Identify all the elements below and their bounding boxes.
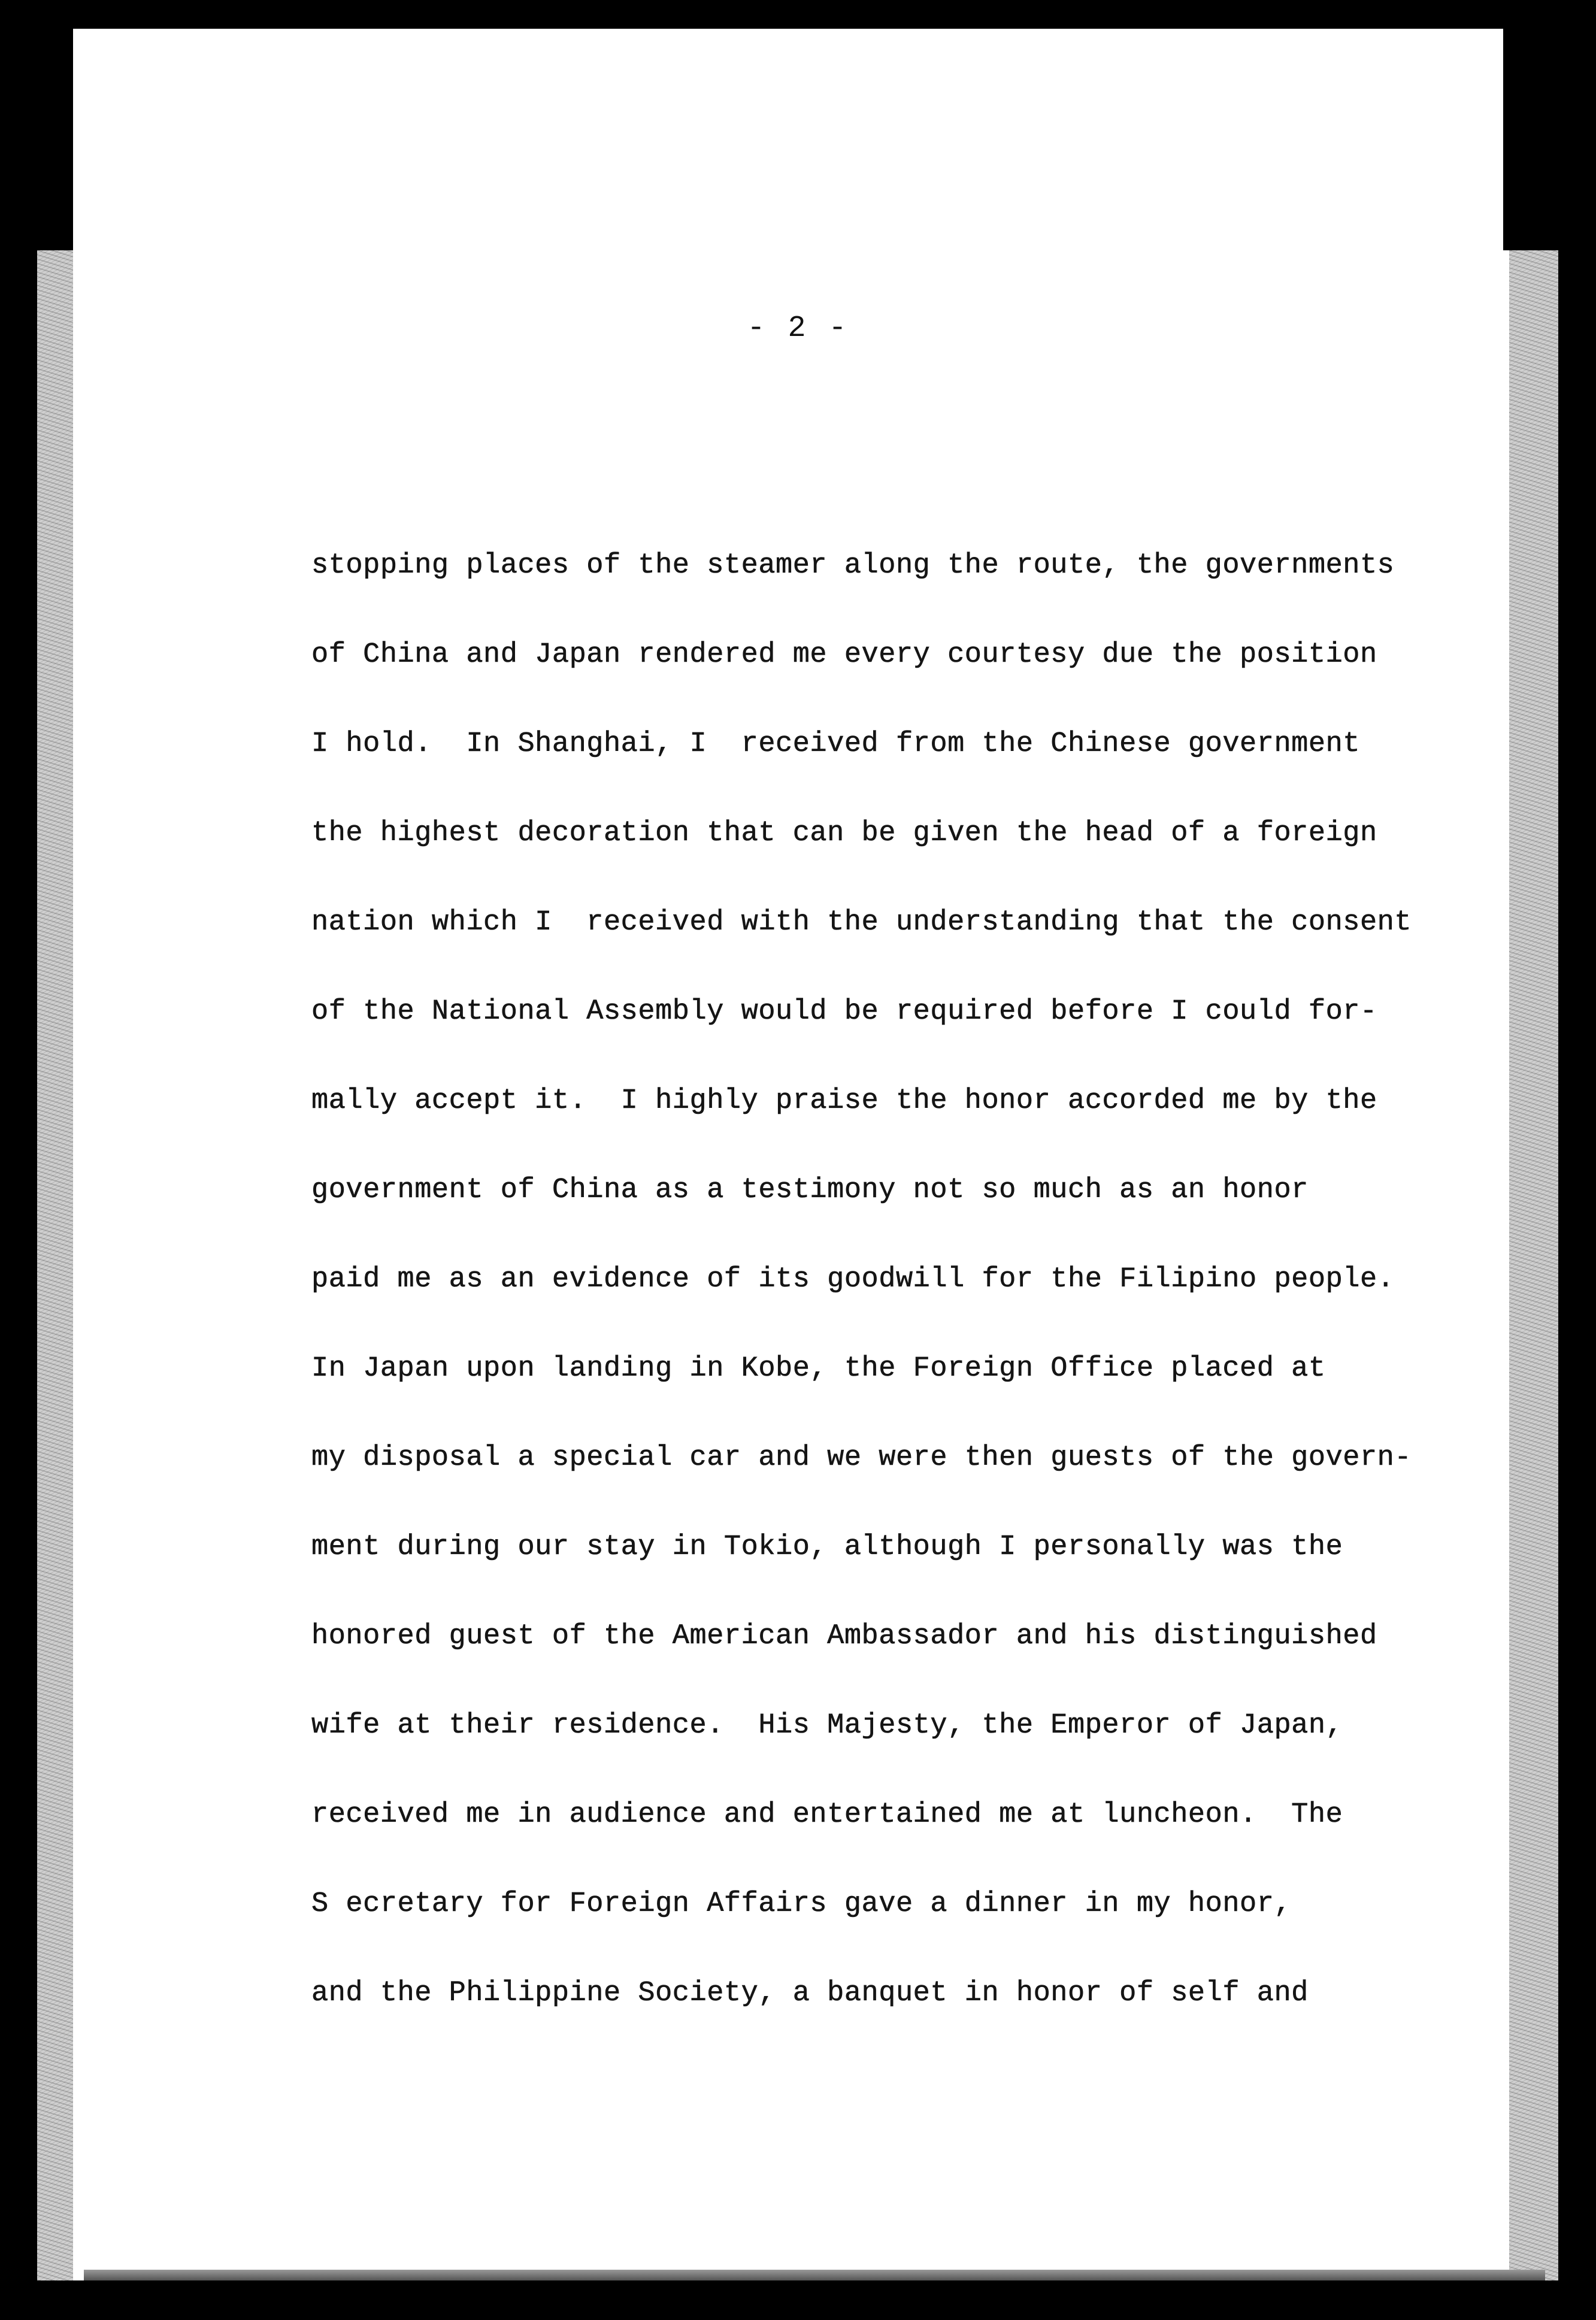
left-scan-edge xyxy=(37,250,73,2280)
right-scan-edge xyxy=(1509,250,1558,2280)
typed-body-text xyxy=(311,548,1509,2065)
text-line: mally accept it. I highly praise the honor accorded me by the xyxy=(311,1085,1377,1117)
text-line: of China and Japan rendered me every courtesy due the position xyxy=(311,639,1377,671)
text-line: paid me as an evidence of its goodwill for the Filipino people. xyxy=(311,1264,1395,1295)
text-line: honored guest of the American Ambassador and his distinguished xyxy=(311,1621,1377,1652)
text-line: nation which I received with the understanding that the consent xyxy=(311,907,1412,938)
sheet-top-margin xyxy=(73,29,1503,256)
text-line: of the National Assembly would be required before I could for- xyxy=(311,996,1377,1028)
text-line: ment during our stay in Tokio, although I personally was the xyxy=(311,1531,1343,1563)
text-line: stopping places of the steamer along the route, the governments xyxy=(311,550,1395,581)
text-line: In Japan upon landing in Kobe, the Foreign Office placed at xyxy=(311,1353,1326,1385)
text-line: the highest decoration that can be given the head of a foreign xyxy=(311,817,1377,849)
text-line: S ecretary for Foreign Affairs gave a dinner in my honor, xyxy=(311,1888,1292,1920)
page-number: - 2 - xyxy=(747,311,849,346)
text-line: I hold. In Shanghai, I received from the Chinese government xyxy=(311,728,1360,760)
text-line: government of China as a testimony not so much as an honor xyxy=(311,1174,1309,1206)
text-line: and the Philippine Society, a banquet in honor of self and xyxy=(311,1977,1309,2009)
text-line: received me in audience and entertained me at luncheon. The xyxy=(311,1799,1343,1831)
bottom-scan-edge xyxy=(84,2270,1545,2280)
text-line: wife at their residence. His Majesty, the Emperor of Japan, xyxy=(311,1710,1343,1741)
text-line: my disposal a special car and we were then guests of the govern- xyxy=(311,1442,1412,1474)
